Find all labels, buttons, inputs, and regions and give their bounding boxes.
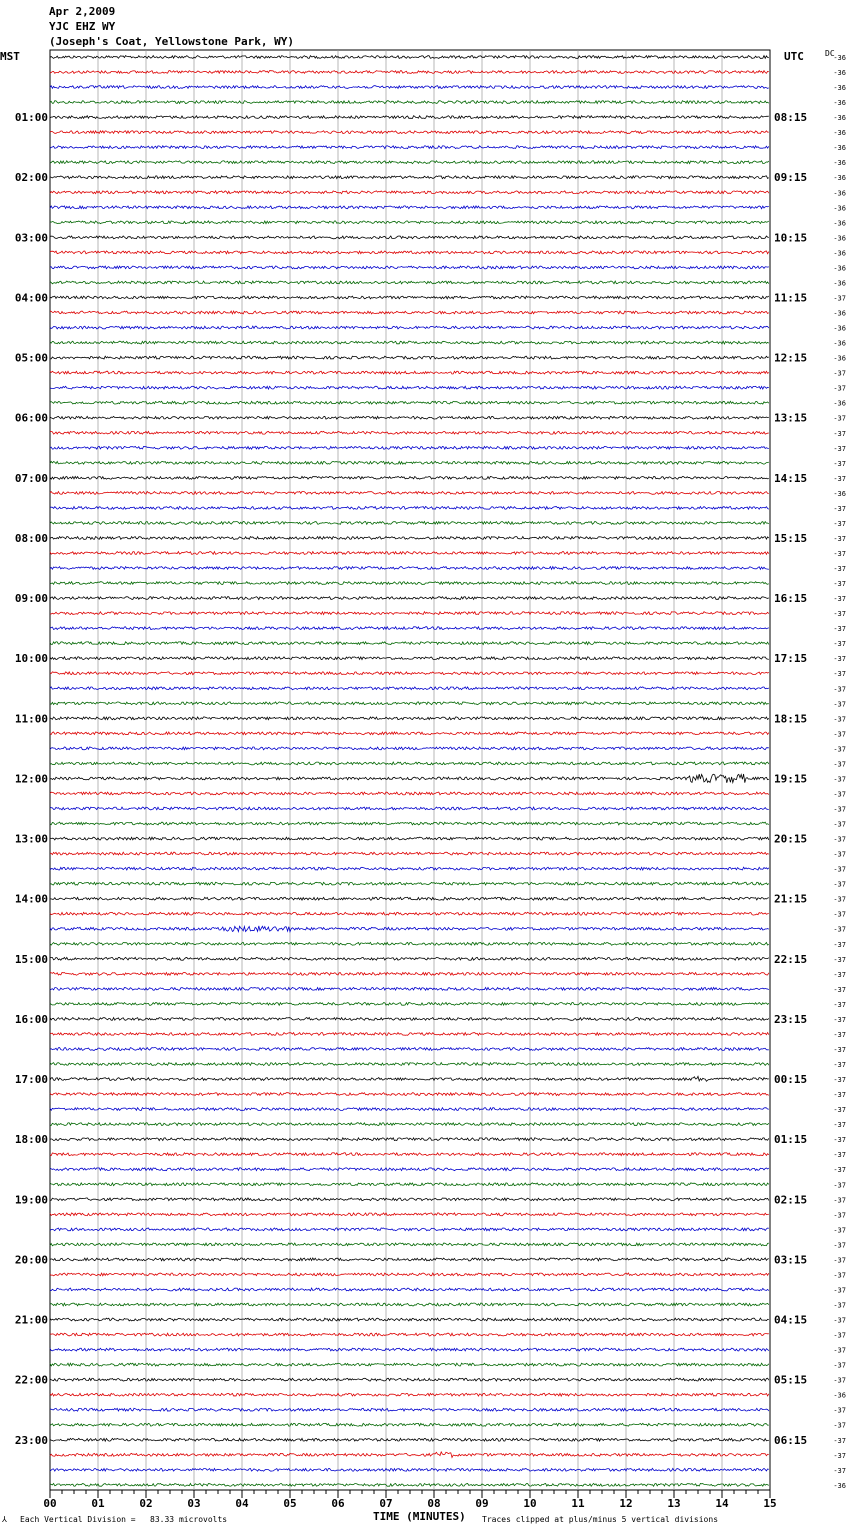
trace-line [50,116,769,119]
trace-line [50,236,769,239]
dc-offset-label: -37 [833,1361,846,1370]
dc-offset-label: -36 [833,324,846,333]
dc-offset-label: -37 [833,820,846,829]
dc-offset-label: -37 [833,625,846,634]
right-hour-label: 15:15 [774,531,808,545]
left-hour-label: 14:00 [14,892,48,906]
dc-offset-label: -36 [833,99,846,108]
left-hour-label: 03:00 [14,231,48,245]
trace-line [50,912,769,915]
right-hour-label: 18:15 [774,712,808,726]
x-tick-label: 13 [667,1497,681,1510]
trace-line [50,266,769,269]
trace-line [50,326,769,329]
trace-line [50,926,769,932]
left-timezone-label: MST [0,50,20,63]
right-hour-label: 23:15 [774,1012,808,1026]
dc-offset-label: -37 [833,1466,846,1475]
trace-line [50,988,769,991]
trace-line [50,1198,769,1201]
trace-line [50,1243,769,1246]
dc-offset-label: -37 [833,565,846,574]
dc-offset-label: -37 [833,610,846,619]
dc-offset-label: -36 [833,1481,846,1490]
dc-offset-label: -36 [833,399,846,408]
dc-offset-label: -36 [833,279,846,288]
dc-offset-label: -37 [833,760,846,769]
dc-offset-label: -37 [833,1196,846,1205]
dc-offset-label: -37 [833,925,846,934]
trace-line [50,537,769,540]
dc-offset-label: -37 [833,294,846,303]
dc-offset-label: -37 [833,1000,846,1009]
right-hour-label: 10:15 [774,231,808,245]
dc-offset-label: -37 [833,369,846,378]
dc-offset-label: -37 [833,1045,846,1054]
trace-line [50,1484,769,1487]
right-hour-label: 14:15 [774,471,808,485]
dc-offset-label: -37 [833,1181,846,1190]
left-hour-label: 01:00 [14,111,48,125]
dc-offset-label: -37 [833,1106,846,1115]
trace-line [50,131,769,134]
trace-line [50,281,769,284]
dc-offset-label: -37 [833,970,846,979]
right-timezone-label: UTC [784,50,804,63]
trace-line [50,687,769,690]
dc-offset-label: -36 [833,264,846,273]
trace-line [50,221,769,224]
right-hour-label: 05:15 [774,1373,808,1387]
left-hour-label: 04:00 [14,291,48,305]
trace-line [50,837,769,840]
station-location: (Joseph's Coat, Yellowstone Park, WY) [49,35,295,48]
right-hour-label: 16:15 [774,592,808,606]
trace-line [50,416,769,419]
trace-line [50,1452,769,1458]
right-hour-label: 13:15 [774,411,808,425]
trace-line [50,942,769,945]
left-hour-label: 15:00 [14,952,48,966]
left-hour-label: 12:00 [14,772,48,786]
dc-offset-label: -37 [833,880,846,889]
x-tick-label: 12 [619,1497,633,1510]
left-hour-label: 23:00 [14,1433,48,1447]
trace-line [50,1108,769,1111]
trace-line [50,371,769,374]
dc-offset-label: -37 [833,1316,846,1325]
right-hour-label: 19:15 [774,772,808,786]
left-hour-label: 02:00 [14,171,48,185]
dc-offset-label: -37 [833,895,846,904]
trace-line [50,1213,769,1216]
dc-offset-label: -37 [833,1376,846,1385]
scale-note: Each Vertical Division = 83.33 microvolts [20,1515,228,1524]
trace-line [50,251,769,254]
dc-offset-label: -37 [833,730,846,739]
dc-offset-label: -37 [833,805,846,814]
right-hour-label: 00:15 [774,1073,808,1087]
right-hour-label: 11:15 [774,291,808,305]
dc-offset-label: -37 [833,429,846,438]
left-hour-label: 06:00 [14,411,48,425]
trace-line [50,897,769,900]
trace-line [50,552,769,555]
dc-offset-label: -37 [833,1015,846,1024]
right-hour-label: 20:15 [774,832,808,846]
trace-line [50,1303,769,1306]
x-tick-label: 00 [43,1497,57,1510]
trace-line [50,612,769,615]
x-tick-label: 08 [427,1497,441,1510]
x-axis-title: TIME (MINUTES) [373,1510,466,1523]
right-hour-label: 06:15 [774,1433,808,1447]
dc-header-label: DC [825,49,835,58]
left-hour-label: 19:00 [14,1193,48,1207]
dc-offset-label: -37 [833,910,846,919]
trace-line [50,882,769,885]
dc-offset-label: -37 [833,444,846,453]
dc-offset-label: -36 [833,69,846,78]
dc-offset-label: -37 [833,1271,846,1280]
dc-offset-label: -37 [833,700,846,709]
right-hour-label: 04:15 [774,1313,808,1327]
trace-line [50,567,769,570]
dc-offset-label: -37 [833,1406,846,1415]
trace-line [50,1018,769,1021]
station-code: YJC EHZ WY [49,20,116,33]
trace-line [50,822,769,825]
trace-line [50,702,769,705]
clip-note: Traces clipped at plus/minus 5 vertical divisions [482,1515,719,1524]
trace-line [50,1076,769,1081]
dc-offset-label: -37 [833,715,846,724]
corner-mark: ⅄ [2,1515,7,1524]
trace-line [50,296,769,299]
dc-offset-label: -37 [833,1076,846,1085]
dc-offset-label: -37 [833,384,846,393]
trace-line [50,101,769,104]
dc-offset-label: -37 [833,685,846,694]
dc-offset-label: -36 [833,309,846,318]
dc-offset-label: -37 [833,1301,846,1310]
left-hour-label: 20:00 [14,1253,48,1267]
dc-offset-label: -37 [833,1256,846,1265]
trace-line [50,206,769,209]
trace-line [50,1093,769,1096]
trace-line [50,492,769,495]
trace-line [50,161,769,164]
trace-line [50,1438,769,1441]
dc-offset-label: -37 [833,775,846,784]
dc-offset-label: -37 [833,534,846,543]
dc-offset-label: -36 [833,339,846,348]
trace-line [50,1228,769,1231]
trace-line [50,431,769,434]
left-hour-label: 05:00 [14,351,48,365]
trace-line [50,597,769,600]
trace-line [50,732,769,735]
trace-line [50,311,769,314]
dc-offset-label: -37 [833,504,846,513]
trace-line [50,642,769,645]
dc-offset-label: -37 [833,1030,846,1039]
right-hour-label: 02:15 [774,1193,808,1207]
dc-offset-label: -37 [833,940,846,949]
left-hour-label: 08:00 [14,531,48,545]
dc-offset-label: -37 [833,1451,846,1460]
dc-offset-label: -37 [833,519,846,528]
trace-line [50,446,769,449]
trace-line [50,807,769,810]
x-tick-label: 09 [475,1497,489,1510]
plot-date: Apr 2,2009 [49,5,116,18]
trace-line [50,1273,769,1276]
trace-line [50,1258,769,1261]
dc-offset-label: -36 [833,174,846,183]
trace-line [50,1393,769,1396]
dc-offset-label: -37 [833,1421,846,1430]
dc-offset-label: -37 [833,850,846,859]
dc-offset-label: -37 [833,745,846,754]
right-hour-label: 03:15 [774,1253,808,1267]
trace-line [50,1468,769,1471]
trace-line [50,522,769,525]
x-tick-label: 03 [187,1497,201,1510]
right-hour-label: 21:15 [774,892,808,906]
trace-line [50,1423,769,1426]
trace-line [50,1063,769,1066]
trace-line [50,71,769,74]
left-hour-label: 21:00 [14,1313,48,1327]
left-hour-label: 16:00 [14,1012,48,1026]
trace-line [50,852,769,855]
trace-line [50,1003,769,1006]
dc-offset-label: -37 [833,1346,846,1355]
dc-offset-label: -37 [833,1061,846,1070]
dc-offset-label: -37 [833,955,846,964]
dc-offset-label: -36 [833,114,846,123]
dc-offset-label: -37 [833,580,846,589]
trace-line [50,86,769,89]
trace-line [50,657,769,660]
dc-offset-label: -37 [833,414,846,423]
dc-offset-label: -37 [833,670,846,679]
trace-line [50,356,769,359]
dc-offset-label: -37 [833,1436,846,1445]
dc-offset-label: -37 [833,655,846,664]
dc-offset-label: -37 [833,1136,846,1145]
trace-line [50,56,769,59]
trace-line [50,627,769,630]
left-hour-label: 07:00 [14,471,48,485]
trace-line [50,1333,769,1336]
right-hour-label: 12:15 [774,351,808,365]
right-hour-label: 01:15 [774,1133,808,1147]
trace-line [50,672,769,675]
trace-line [50,1138,769,1141]
dc-offset-label: -37 [833,474,846,483]
dc-offset-label: -36 [833,129,846,138]
left-hour-label: 22:00 [14,1373,48,1387]
dc-offset-label: -36 [833,234,846,243]
dc-offset-label: -36 [833,489,846,498]
trace-line [50,1378,769,1381]
x-tick-label: 06 [331,1497,345,1510]
trace-line [50,1048,769,1051]
x-tick-label: 05 [283,1497,297,1510]
trace-line [50,1183,769,1186]
trace-line [50,146,769,149]
x-tick-label: 02 [139,1497,153,1510]
trace-line [50,582,769,585]
trace-line [50,1408,769,1411]
right-hour-label: 17:15 [774,652,808,666]
dc-offset-label: -37 [833,865,846,874]
dc-offset-label: -37 [833,595,846,604]
trace-line [50,1033,769,1036]
dc-offset-label: -36 [833,159,846,168]
left-hour-label: 17:00 [14,1073,48,1087]
dc-offset-label: -37 [833,1121,846,1130]
trace-line [50,461,769,464]
trace-line [50,867,769,870]
right-hour-label: 22:15 [774,952,808,966]
trace-line [50,401,769,404]
left-hour-label: 18:00 [14,1133,48,1147]
x-tick-label: 11 [571,1497,585,1510]
dc-offset-label: -37 [833,1226,846,1235]
trace-line [50,1288,769,1291]
dc-offset-label: -37 [833,985,846,994]
dc-offset-label: -37 [833,1211,846,1220]
dc-offset-label: -37 [833,640,846,649]
trace-line [50,774,769,783]
right-hour-label: 08:15 [774,111,808,125]
trace-line [50,1318,769,1321]
trace-line [50,717,769,720]
dc-offset-label: -36 [833,1391,846,1400]
x-tick-label: 07 [379,1497,393,1510]
dc-offset-label: -36 [833,189,846,198]
x-tick-label: 10 [523,1497,537,1510]
trace-line [50,762,769,765]
left-hour-label: 09:00 [14,592,48,606]
x-tick-label: 04 [235,1497,249,1510]
dc-offset-label: -36 [833,249,846,258]
dc-offset-label: -37 [833,1166,846,1175]
left-hour-label: 10:00 [14,652,48,666]
dc-offset-label: -36 [833,204,846,213]
trace-line [50,341,769,344]
trace-line [50,191,769,194]
dc-offset-label: -36 [833,84,846,93]
dc-offset-label: -37 [833,1241,846,1250]
dc-offset-label: -37 [833,549,846,558]
left-hour-label: 11:00 [14,712,48,726]
trace-line [50,1348,769,1351]
trace-line [50,1123,769,1126]
trace-line [50,176,769,179]
dc-offset-label: -36 [833,144,846,153]
dc-offset-label: -37 [833,1286,846,1295]
dc-offset-label: -37 [833,1091,846,1100]
trace-line [50,507,769,510]
trace-line [50,1363,769,1366]
x-tick-label: 15 [763,1497,777,1510]
dc-offset-label: -36 [833,219,846,228]
x-tick-label: 01 [91,1497,105,1510]
trace-line [50,792,769,795]
trace-line [50,747,769,750]
left-hour-label: 13:00 [14,832,48,846]
dc-offset-label: -37 [833,1331,846,1340]
trace-line [50,476,769,479]
right-hour-label: 09:15 [774,171,808,185]
trace-line [50,957,769,960]
trace-line [50,1168,769,1171]
dc-offset-label: -37 [833,790,846,799]
dc-offset-label: -37 [833,459,846,468]
trace-line [50,972,769,975]
trace-line [50,1153,769,1156]
dc-offset-label: -36 [833,54,846,62]
dc-offset-label: -37 [833,1151,846,1160]
trace-line [50,386,769,389]
x-tick-label: 14 [715,1497,729,1510]
dc-offset-label: -37 [833,835,846,844]
dc-offset-label: -36 [833,354,846,363]
